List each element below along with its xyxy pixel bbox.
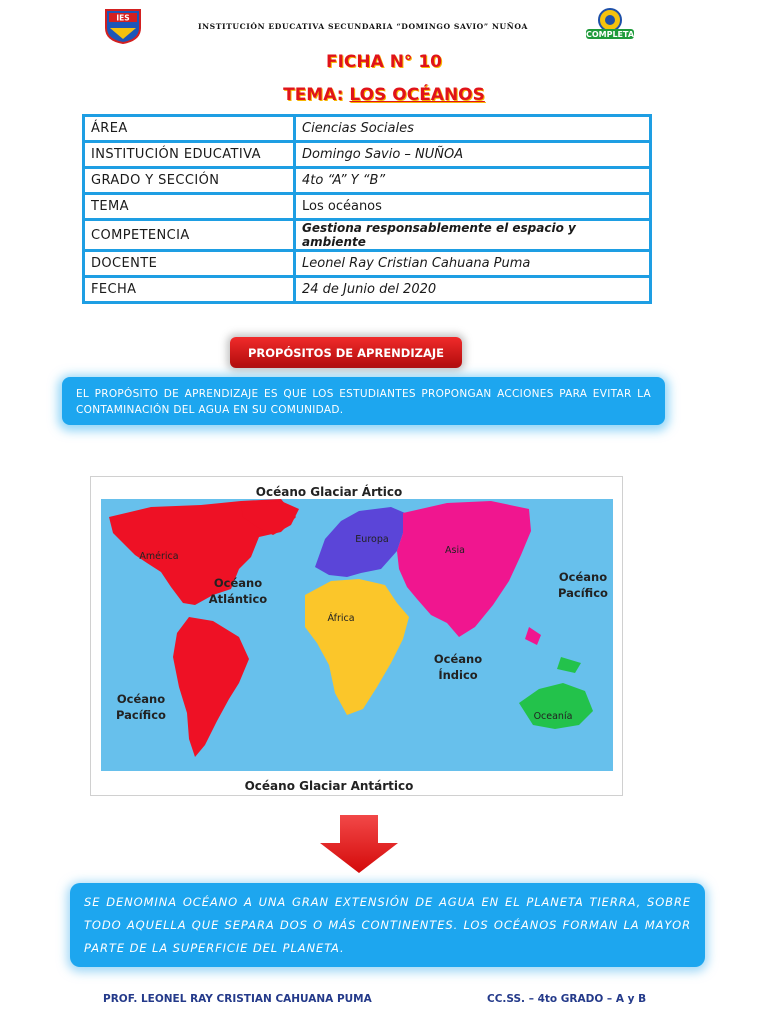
institution-name: INSTITUCIÓN EDUCATIVA SECUNDARIA “DOMINGO SAVIO” NUÑOA xyxy=(197,21,529,31)
table-row xyxy=(84,194,651,220)
table-row xyxy=(84,277,651,303)
ocean-label-pacifico-west-1: Océano xyxy=(116,692,166,706)
school-logo-text: IES xyxy=(116,13,130,23)
completa-logo-text: COMPLETA xyxy=(585,30,635,39)
table-key: COMPETENCIA xyxy=(84,220,295,251)
world-map-svg xyxy=(91,477,622,795)
tema-title-prefix: TEMA: xyxy=(283,85,344,105)
table-key: ÁREA xyxy=(84,116,295,142)
table-row xyxy=(84,220,651,251)
tema-title-value: LOS OCÉANOS xyxy=(349,85,485,105)
continent-label-africa: África xyxy=(327,613,355,624)
ocean-label-antartico: Océano Glaciar Antártico xyxy=(244,779,414,793)
continent-label-america: América xyxy=(139,551,179,562)
table-value: 24 de Junio del 2020 xyxy=(295,277,651,303)
school-logo-icon xyxy=(100,8,146,44)
ocean-label-indico-2: Índico xyxy=(438,668,478,682)
info-table xyxy=(82,114,652,304)
footer-course: CC.SS. – 4to GRADO – A y B xyxy=(487,993,647,1005)
table-value: Leonel Ray Cristian Cahuana Puma xyxy=(295,251,651,277)
ficha-number: FICHA N° 10 xyxy=(325,52,443,72)
table-key: INSTITUCIÓN EDUCATIVA xyxy=(84,142,295,168)
table-key: TEMA xyxy=(84,194,295,220)
ocean-label-atlantico-1: Océano xyxy=(213,576,263,590)
table-key: DOCENTE xyxy=(84,251,295,277)
table-row xyxy=(84,142,651,168)
ocean-label-artico: Océano Glaciar Ártico xyxy=(255,485,403,499)
continent-label-europa: Europa xyxy=(355,534,389,545)
ocean-label-atlantico-2: Atlántico xyxy=(208,592,268,606)
continent-label-oceania: Oceanía xyxy=(533,711,573,722)
footer-teacher: PROF. LEONEL RAY CRISTIAN CAHUANA PUMA xyxy=(103,993,372,1005)
definition-text-box: SE DENOMINA OCÉANO A UNA GRAN EXTENSIÓN DE AGUA EN EL PLANETA TIERRA, SOBRE TODO AQUELLA QUE SEPARA DOS O MÁS CONTINENTES. LOS OCÉANOS FORMAN LA MAYOR PARTE DE LA SUPERFICIE DEL PLANETA. xyxy=(70,883,705,967)
table-value: Ciencias Sociales xyxy=(295,116,651,142)
tema-title xyxy=(0,85,768,105)
world-oceans-map xyxy=(90,476,623,796)
propositos-heading-button: PROPÓSITOS DE APRENDIZAJE xyxy=(230,337,462,368)
table-row xyxy=(84,168,651,194)
down-arrow-icon xyxy=(318,815,400,875)
ocean-label-pacifico-west-2: Pacífico xyxy=(116,708,166,722)
ocean-label-indico-1: Océano xyxy=(433,652,483,666)
table-row xyxy=(84,116,651,142)
table-value: Gestiona responsablemente el espacio y ambiente xyxy=(295,220,651,251)
table-value: Domingo Savio – NUÑOA xyxy=(295,142,651,168)
proposito-text-box: EL PROPÓSITO DE APRENDIZAJE ES QUE LOS ESTUDIANTES PROPONGAN ACCIONES PARA EVITAR LA CONTAMINACIÓN DEL AGUA EN SU COMUNIDAD. xyxy=(62,377,665,425)
ocean-label-pacifico-east-1: Océano xyxy=(558,570,608,584)
ocean-label-pacifico-east-2: Pacífico xyxy=(558,586,608,600)
continent-label-asia: Asia xyxy=(445,545,465,556)
page-header xyxy=(100,6,640,46)
table-value: 4to “A” Y “B” xyxy=(295,168,651,194)
table-key: GRADO Y SECCIÓN xyxy=(84,168,295,194)
table-value: Los océanos xyxy=(295,194,651,220)
table-row xyxy=(84,251,651,277)
completa-logo-icon xyxy=(580,6,640,46)
table-key: FECHA xyxy=(84,277,295,303)
